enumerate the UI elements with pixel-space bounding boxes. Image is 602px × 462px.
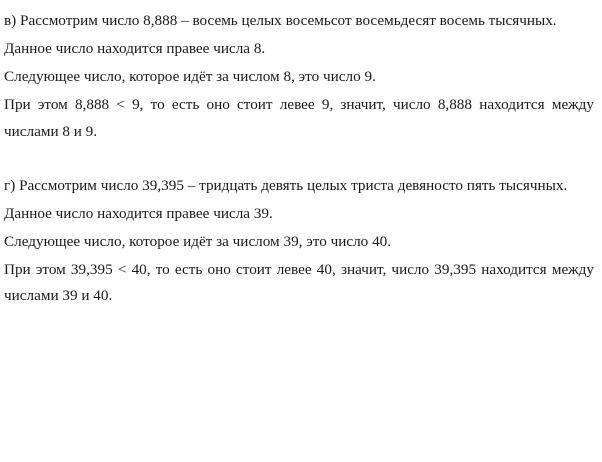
paragraph-g-position: Данное число находится правее числа 39. (4, 204, 273, 222)
paragraph-g-next: Следующее число, которое идёт за числом 39, это число 40. (4, 232, 392, 250)
section-spacer (4, 147, 594, 173)
paragraph-v-next: Следующее число, которое идёт за числом 8, это число 9. (4, 68, 376, 86)
paragraph-v-position: Данное число находится правее числа 8. (4, 40, 266, 58)
paragraph-g-conclusion: При этом 39,395 < 40, то есть оно стоит левее 40, значит, число 39,395 находится между числами 39 и 40. (4, 261, 594, 305)
solution-block-g (4, 173, 594, 310)
paragraph-v-statement: в) Рассмотрим число 8,888 – восемь целых восемьсот восемьдесят восемь тысячных. (4, 12, 557, 29)
paragraph-v-conclusion: При этом 8,888 < 9, то есть оно стоит левее 9, значит, число 8,888 находится между числами 8 и 9. (4, 96, 594, 140)
paragraph-g-statement: г) Рассмотрим число 39,395 – тридцать девять целых триста девяносто пять тысячных. (4, 176, 568, 194)
solution-block-v (4, 8, 594, 145)
